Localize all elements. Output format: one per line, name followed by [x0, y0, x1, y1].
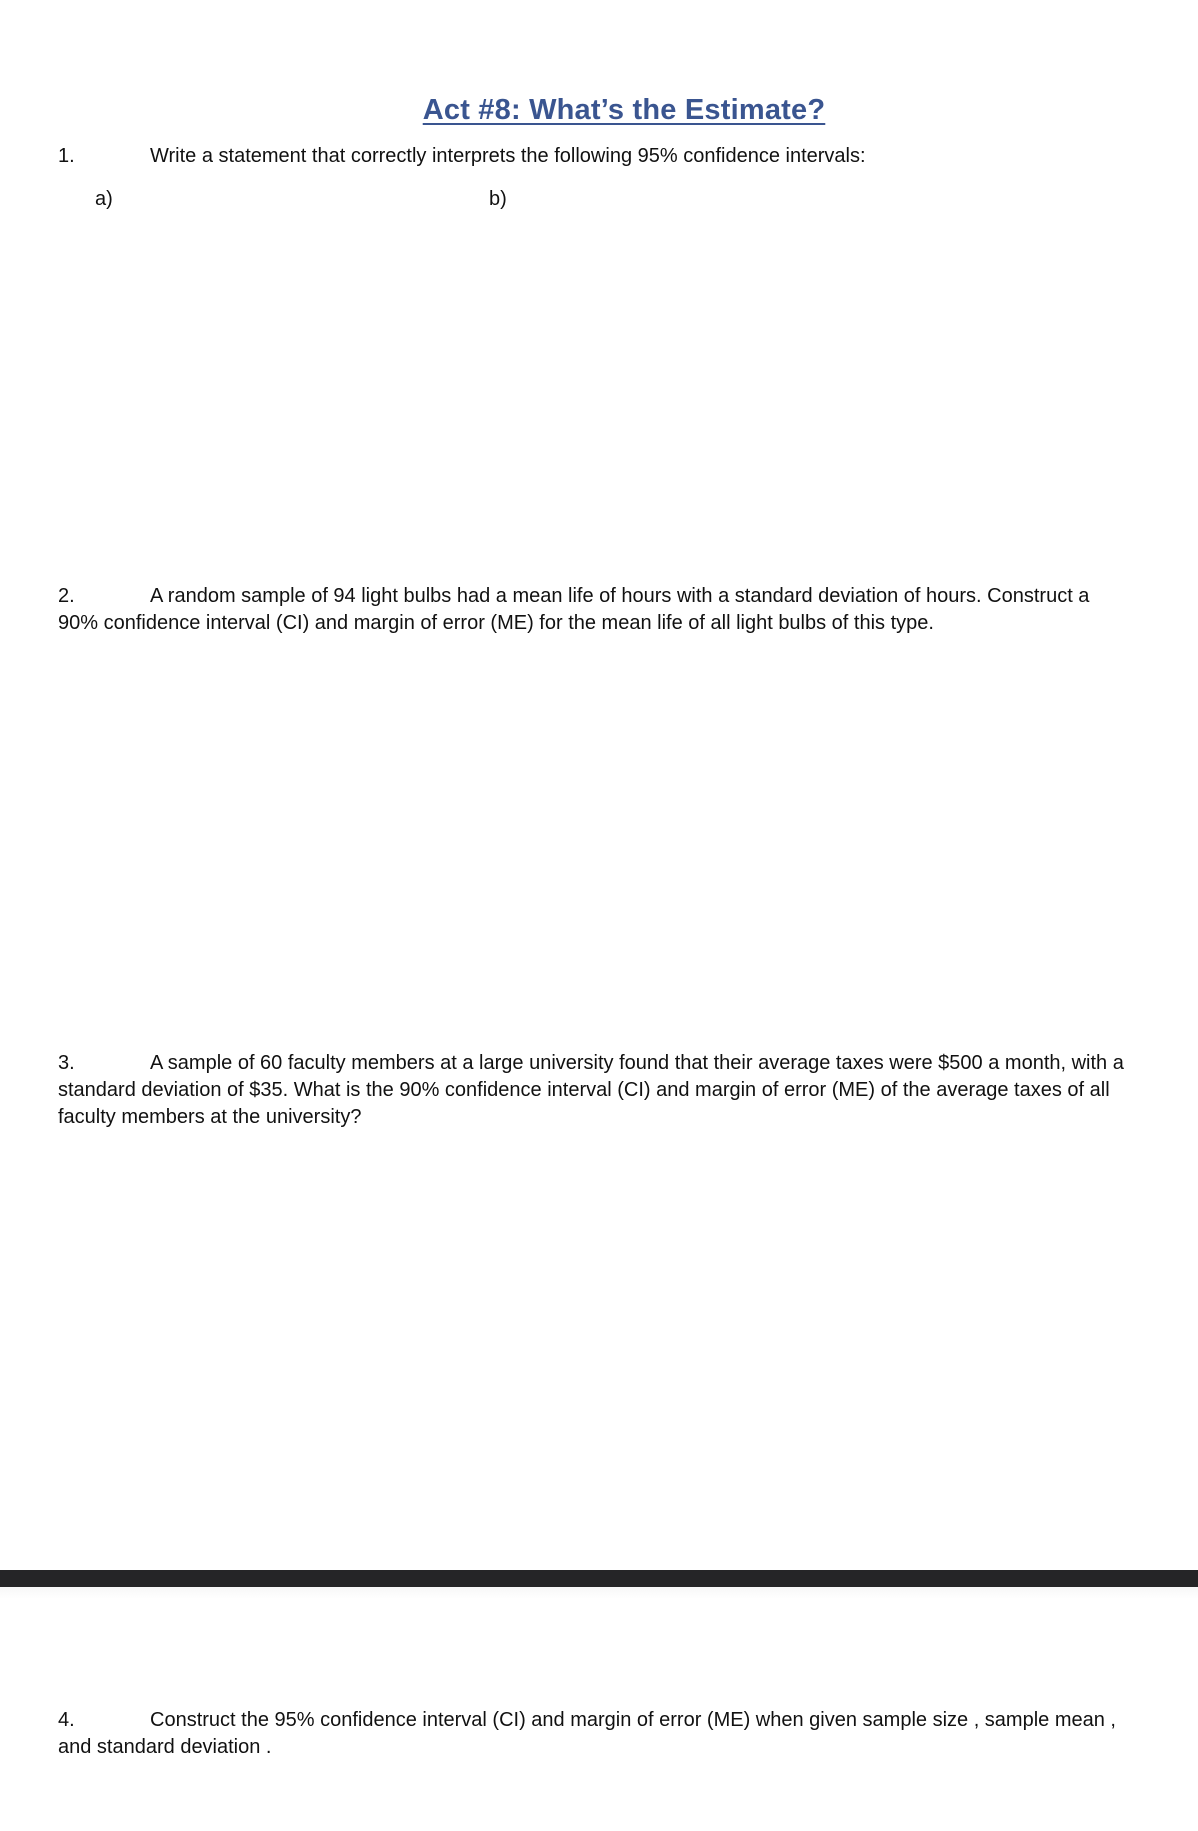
question-text: Write a statement that correctly interprets the following 95% confidence intervals:	[150, 145, 866, 167]
question-number: 2.	[58, 585, 75, 607]
question-text-line-1: A random sample of 94 light bulbs had a mean life of hours with a standard deviation of hours. Construct a	[150, 585, 1090, 607]
page-title: Act #8: What’s the Estimate?	[422, 94, 826, 126]
question-1-part-b-label: b)	[489, 188, 507, 210]
question-number: 1.	[58, 145, 75, 167]
question-4	[58, 1707, 1180, 1761]
question-text-line-2: and standard deviation .	[58, 1736, 272, 1758]
question-text-line-1: Construct the 95% confidence interval (CI) and margin of error (ME) when given sample size , sample mean ,	[150, 1709, 1116, 1731]
question-1	[58, 143, 1180, 170]
page-break-divider	[0, 1570, 1198, 1587]
question-text-line-2: 90% confidence interval (CI) and margin of error (ME) for the mean life of all light bulbs of this type.	[58, 612, 934, 634]
question-number: 3.	[58, 1052, 75, 1074]
question-text-line-3: faculty members at the university?	[58, 1106, 362, 1128]
question-3	[58, 1050, 1180, 1131]
question-number: 4.	[58, 1709, 75, 1731]
question-1-part-a-label: a)	[95, 188, 113, 210]
question-text-line-1: A sample of 60 faculty members at a large university found that their average taxes were $500 a month, with a	[150, 1052, 1124, 1074]
question-2	[58, 583, 1180, 637]
question-text-line-2: standard deviation of $35. What is the 90% confidence interval (CI) and margin of error (ME) of the average taxes of all	[58, 1079, 1110, 1101]
worksheet-page-2	[0, 1587, 1198, 1831]
